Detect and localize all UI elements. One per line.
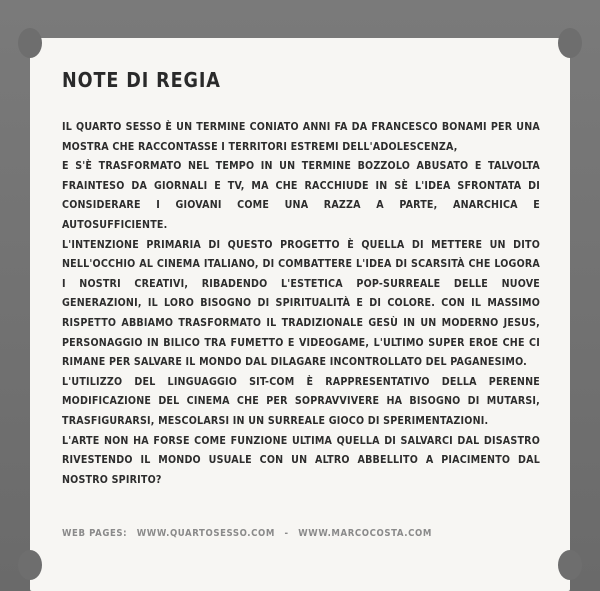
paragraph-4: L'UTILIZZO DEL LINGUAGGIO SIT-COM È RAPPRESENTATIVO DELLA PERENNE MODIFICAZIONE DEL CINEMA CHE PER SOPRAVVIVERE HA BISOGNO DI MUTARSI, TRASFIGURARSI, MESCOLARSI IN UN SURREALE GIOCO DI SPERIMENTAZIONI. <box>62 375 540 427</box>
paragraph-3: L'INTENZIONE PRIMARIA DI QUESTO PROGETTO È QUELLA DI METTERE UN DITO NELL'OCCHIO AL CINEMA ITALIANO, DI COMBATTERE L'IDEA DI SCARSITÀ CHE LOGORA I NOSTRI CREATIVI, RIBADENDO L'ESTETICA POP-SURREALE DELLE NUOVE GENERAZIONI, IL LORO BISOGNO DI SPIRITUALITÀ E DI COLORE. CON IL MASSIMO RISPETTO ABBIAMO TRASFORMATO IL TRADIZIONALE GESÙ IN UN MODERNO JESUS, PERSONAGGIO IN BILICO TRA FUMETTO E VIDEOGAME, L'ULTIMO SUPER EROE CHE CI RIMANE PER SALVARE IL MONDO DAL DILAGARE INCONTROLLATO DEL PAGANESIMO. <box>62 238 540 369</box>
footer-link-quartosesso[interactable]: WWW.QUARTOSESSO.COM <box>136 528 275 539</box>
page-title: NOTE DI REGIA <box>62 68 221 92</box>
footer-label: WEB PAGES: <box>62 528 128 539</box>
paragraph-1: IL QUARTO SESSO È UN TERMINE CONIATO ANNI FA DA FRANCESCO BONAMI PER UNA MOSTRA CHE RACCONTASSE I TERRITORI ESTREMI DELL'ADOLESCENZA, <box>62 121 540 153</box>
left-top-notch <box>18 28 42 58</box>
body-text <box>62 118 540 490</box>
web-pages-footer <box>62 528 542 539</box>
paragraph-2: E S'È TRASFORMATO NEL TEMPO IN UN TERMINE BOZZOLO ABUSATO E TALVOLTA FRAINTESO DA GIORNALI E TV, MA CHE RACCHIUDE IN SÈ L'IDEA SFRONTATA DI CONSIDERARE I GIOVANI COME UNA RAZZA A PARTE, ANARCHICA E AUTOSUFFICIENTE. <box>62 160 540 231</box>
footer-link-marcocosta[interactable]: WWW.MARCOCOSTA.COM <box>298 528 432 539</box>
right-bottom-notch <box>558 550 582 580</box>
left-bottom-notch <box>18 550 42 580</box>
right-top-notch <box>558 28 582 58</box>
paragraph-5: L'ARTE NON HA FORSE COME FUNZIONE ULTIMA QUELLA DI SALVARCI DAL DISASTRO RIVESTENDO IL MONDO USUALE CON UN ALTRO ABBELLITO A PIACIMENTO DAL NOSTRO SPIRITO? <box>62 434 540 486</box>
footer-separator: - <box>284 528 289 539</box>
